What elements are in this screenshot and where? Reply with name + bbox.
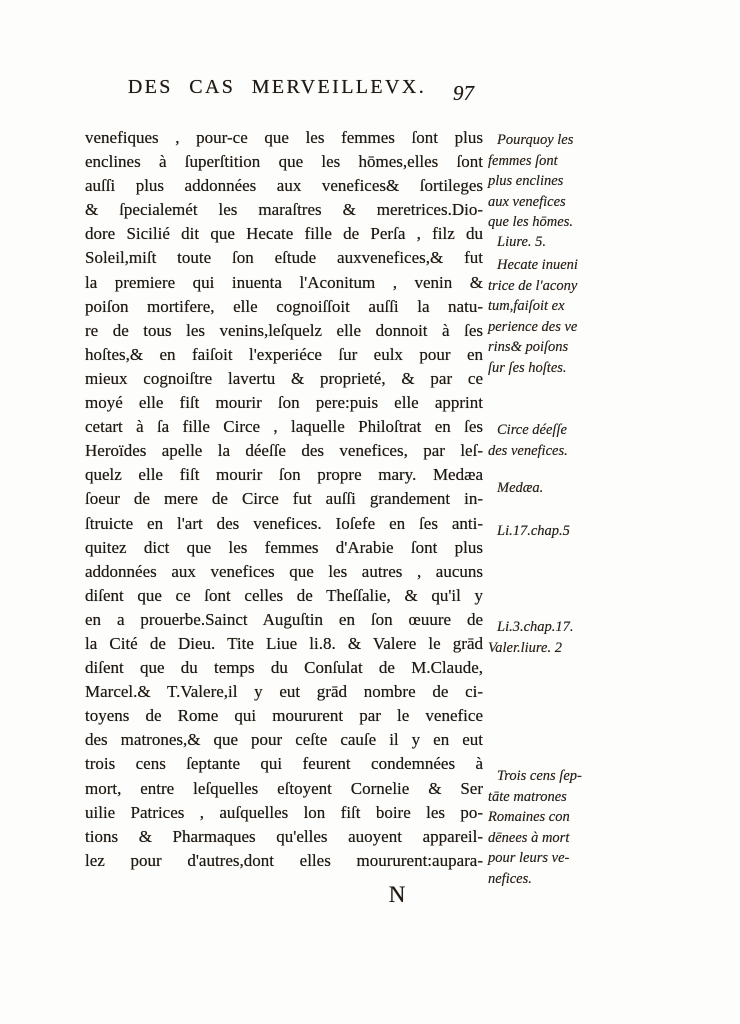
body-text-line: re de tous les venins,leſquelz elle donnoit à ſes [85, 320, 483, 340]
margin-note-line: femmes ſont [488, 152, 558, 169]
running-header [92, 76, 462, 104]
body-text-line: Marcel.& T.Valere,il y eut grād nombre de ci- [85, 682, 483, 702]
body-text-line: hoſtes,& en faiſoit l'experiéce ſur eulx pour en [85, 344, 483, 364]
body-text-line: cetart à ſa fille Circe , laquelle Philoſtrat en ſes [85, 417, 483, 437]
margin-note-line: rins& poiſons [488, 339, 569, 355]
body-text-line: moyé elle fiſt mourir ſon pere:puis elle apprint [85, 393, 483, 413]
margin-note [488, 420, 688, 461]
body-text-line: ſtruicte en l'art des venefices. Ioſefe en ſes anti- [85, 513, 483, 533]
body-text-line: mort, entre leſquelles eſtoyent Cornelie & Ser [85, 778, 483, 798]
margin-note-line: Li.3.chap.17. [497, 619, 574, 635]
margin-note-line: Trois cens ſep- [497, 768, 582, 784]
margin-note-line: nefices. [488, 870, 532, 887]
body-text-line: diſent que ce ſont celles de Theſſalie, & qu'il y [85, 585, 483, 605]
margin-note-line: Circe déeſſe [497, 422, 567, 438]
body-text-line: Soleil,miſt toute ſon eſtude auxvenefices,& fut [85, 248, 483, 268]
margin-note-line: pour leurs ve- [488, 850, 570, 866]
body-text-line: mieux cognoiſtre lavertu & proprieté, & par ce [85, 368, 483, 388]
margin-note-line: Li.17.chap.5 [497, 523, 570, 539]
body-text-line: toyens de Rome qui moururent par le venefice [85, 706, 483, 726]
margin-note [488, 766, 688, 889]
body-text-line: trois cens ſeptante qui feurent condemnées à [85, 754, 483, 774]
margin-note-line: que les hōmes. [488, 214, 573, 230]
margin-note [488, 255, 688, 378]
margin-note-line: Liure. 5. [497, 234, 547, 250]
body-text-line: venefiques , pour-ce que les femmes ſont plus [85, 128, 483, 147]
body-text-line: enclines à ſuperſtition que les hōmes,elles ſont [85, 152, 483, 172]
margin-note [488, 521, 688, 542]
body-text-line: ſoeur de mere de Circe fut auſſi grandement in- [85, 489, 483, 509]
margin-note-line: ſur ſes hoſtes. [488, 359, 567, 376]
margin-note-line: des venefices. [488, 442, 568, 459]
body-text-line: diſent que du temps du Conſulat de M.Claude, [85, 658, 483, 678]
margin-note [488, 478, 688, 499]
margin-note-line: tāte matrones [488, 788, 567, 805]
margin-note-line: plus enclines [488, 173, 564, 189]
margin-note-line: dēnees à mort [488, 829, 570, 846]
body-text-line: la premiere qui inuenta l'Aconitum , venin & [85, 272, 483, 292]
page-number: 97 [453, 81, 474, 105]
body-text-line: des matrones,& que pour ceſte cauſe il y en eut [85, 730, 483, 750]
margin-note-line: aux venefices [488, 193, 566, 210]
margin-note [488, 130, 688, 233]
margin-note [488, 232, 688, 253]
body-text-line: poiſon mortifere, elle cognoiſſoit auſſi la natu- [85, 296, 483, 316]
body-text-line: auſſi plus addonnées aux venefices& ſortileges [85, 176, 483, 196]
margin-note-line: Valer.liure. 2 [488, 639, 562, 656]
margin-note-line: Pourquoy les [497, 132, 574, 148]
page-title: DES CAS MERVEILLEVX. [127, 76, 427, 98]
body-text-line: en a prouerbe.Sainct Auguſtin en ſon œuure de [85, 609, 483, 629]
body-text-line: quelz elle fiſt mourir ſon propre mary. Medæa [85, 465, 483, 485]
body-text-line: la Cité de Dieu. Tite Liue li.8. & Valere le grād [85, 633, 483, 653]
body-text-line: & ſpecialemét les maraſtres & meretrices.Dio- [85, 200, 483, 220]
margin-note-line: trice de l'acony [488, 277, 578, 294]
body-text-line: Heroïdes apelle la déeſſe des venefices, par leſ- [85, 441, 483, 461]
body-text-line: tions & Pharmaques qu'elles auoyent appareil- [85, 826, 483, 846]
margin-note-line: perience des ve [488, 318, 578, 335]
body-text-line: quitez dict que les femmes d'Arabie ſont plus [85, 537, 483, 557]
body-text-line: lez pour d'autres,dont elles moururent:aupara- [85, 850, 483, 870]
margin-note-line: tum,faiſoit ex [488, 298, 565, 314]
body-text-line: uilie Patrices , auſquelles lon fiſt boire les po- [85, 802, 483, 822]
signature-mark: N [388, 882, 406, 907]
body-text-line: dore Sicilié dit que Hecate fille de Perſa , filz du [85, 224, 483, 244]
margin-note-line: Hecate inueni [497, 257, 578, 273]
margin-notes [488, 0, 693, 1024]
body-text [85, 126, 483, 873]
margin-note [488, 617, 688, 658]
margin-note-line: Medæa. [497, 480, 544, 496]
margin-note-line: Romaines con [488, 809, 570, 825]
body-text-line: addonnées aux venefices que les autres , aucuns [85, 561, 483, 581]
